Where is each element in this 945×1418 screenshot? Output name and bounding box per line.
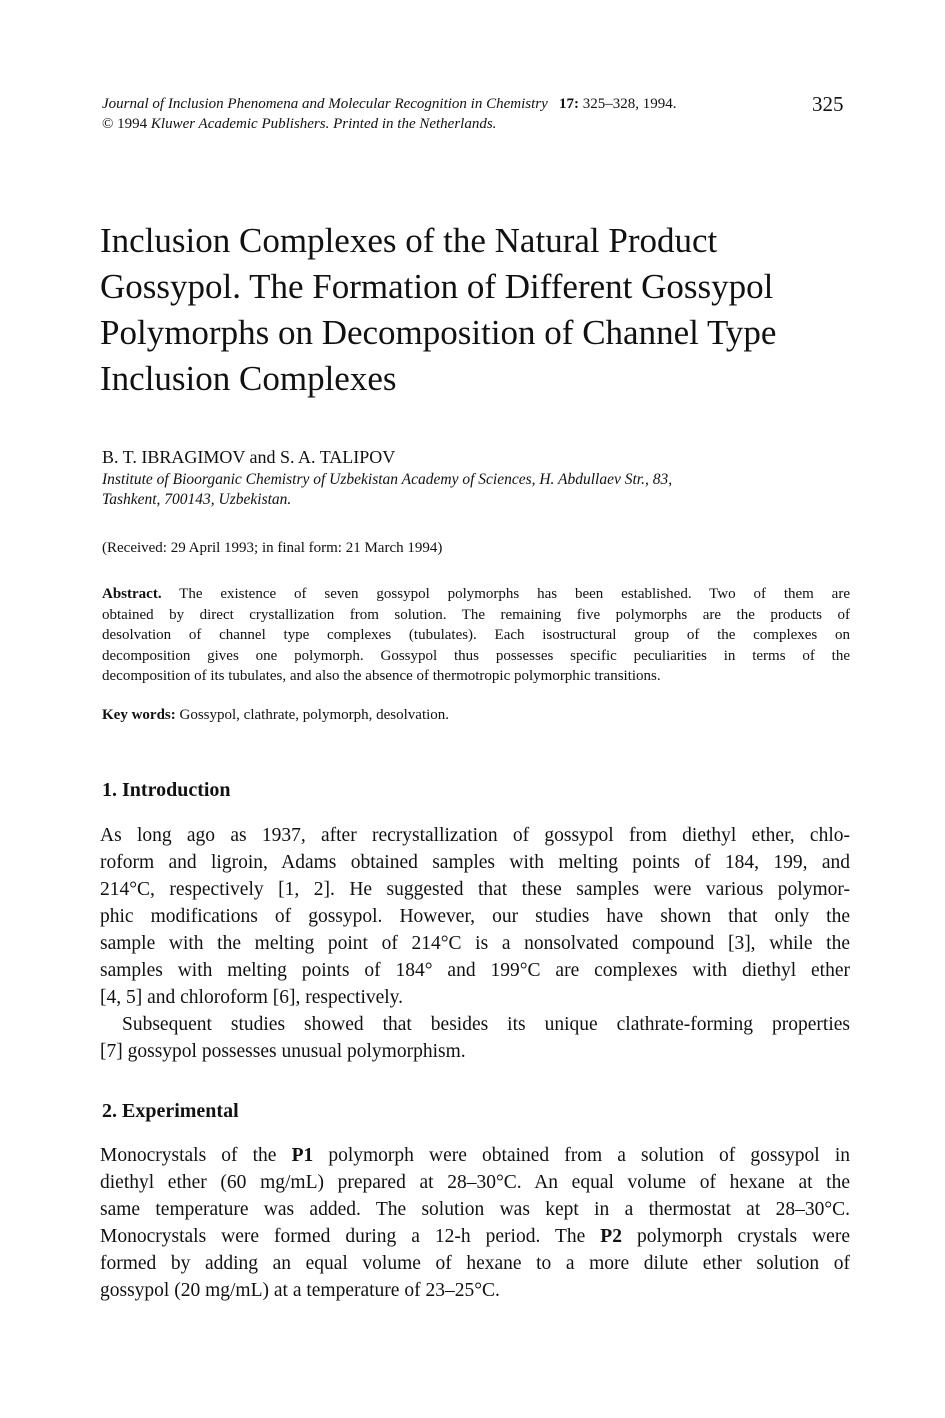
abstract-line: decomposition gives one polymorph. Gossypol thus possesses specific peculiarities in terms of the (102, 647, 850, 664)
section-heading-introduction: 1. Introduction (102, 779, 231, 801)
title-line: Gossypol. The Formation of Different Gossypol (100, 267, 774, 306)
polymorph-p2-label: P2 (600, 1226, 622, 1247)
title-line: Inclusion Complexes of the Natural Product (100, 221, 718, 260)
body-line: Subsequent studies showed that besides its unique clathrate-forming properties (122, 1014, 850, 1035)
affiliation-line: Institute of Bioorganic Chemistry of Uzbekistan Academy of Sciences, H. Abdullaev Str., 83, (102, 471, 673, 488)
publisher-text: Kluwer Academic Publishers. Printed in the Netherlands. (150, 116, 497, 132)
body-line: [7] gossypol possesses unusual polymorphism. (100, 1041, 466, 1062)
abstract-line: obtained by direct crystallization from solution. The remaining five polymorphs are the products of (102, 606, 850, 623)
journal-volume: 17: (559, 96, 580, 112)
section-heading-experimental: 2. Experimental (102, 1100, 239, 1122)
body-line (100, 1223, 850, 1250)
body-text: polymorph crystals were (621, 1226, 850, 1247)
abstract-label: Abstract. (102, 586, 162, 602)
copyright-text: © 1994 (102, 116, 151, 132)
introduction-text (100, 822, 850, 1065)
keywords (102, 707, 449, 724)
body-line: sample with the melting point of 214°C is a nonsolvated compound [3], while the (100, 933, 850, 954)
keywords-label: Key words: (102, 707, 176, 723)
body-line: formed by adding an equal volume of hexane to a more dilute ether solution of (100, 1253, 850, 1274)
body-line: diethyl ether (60 mg/mL) prepared at 28–30°C. An equal volume of hexane at the (100, 1172, 850, 1193)
body-line: roform and ligroin, Adams obtained samples with melting points of 184, 199, and (100, 852, 850, 873)
title-line: Inclusion Complexes (100, 359, 397, 398)
body-text: Monocrystals of the (100, 1145, 292, 1166)
received-dates: (Received: 29 April 1993; in final form: 21 March 1994) (102, 540, 443, 556)
body-line: same temperature was added. The solution was kept in a thermostat at 28–30°C. (100, 1199, 850, 1220)
paper-title (100, 218, 860, 402)
body-line: samples with melting points of 184° and 199°C are complexes with diethyl ether (100, 960, 850, 981)
body-text: polymorph were obtained from a solution of gossypol in (313, 1145, 850, 1166)
body-text: Monocrystals were formed during a 12-h period. The (100, 1226, 601, 1247)
body-line: As long ago as 1937, after recrystallization of gossypol from diethyl ether, chlo- (100, 825, 850, 846)
abstract-line: decomposition of its tubulates, and also the absence of thermotropic polymorphic transitions. (102, 668, 661, 685)
body-line: gossypol (20 mg/mL) at a temperature of 23–25°C. (100, 1280, 500, 1301)
abstract-line: desolvation of channel type complexes (tubulates). Each isostructural group of the complexes on (102, 627, 850, 644)
keywords-text: Gossypol, clathrate, polymorph, desolvation. (175, 707, 450, 723)
body-line (100, 1142, 850, 1169)
page-number: 325 (812, 92, 844, 116)
title-line: Polymorphs on Decomposition of Channel Type (100, 313, 777, 352)
experimental-text (100, 1142, 850, 1304)
journal-pages-year: 325–328, 1994. (579, 96, 677, 112)
abstract-line (102, 584, 850, 605)
authors: B. T. IBRAGIMOV and S. A. TALIPOV (102, 447, 396, 467)
journal-name: Journal of Inclusion Phenomena and Molecular Recognition in Chemistry (102, 96, 548, 112)
abstract (102, 584, 850, 687)
body-line: phic modifications of gossypol. However, our studies have shown that only the (100, 906, 850, 927)
journal-header (102, 94, 677, 134)
affiliation-line: Tashkent, 700143, Uzbekistan. (102, 491, 292, 508)
abstract-text: The existence of seven gossypol polymorphs has been established. Two of them are (161, 586, 850, 602)
polymorph-p1-label: P1 (291, 1145, 314, 1166)
body-line: [4, 5] and chloroform [6], respectively. (100, 987, 404, 1008)
body-line: 214°C, respectively [1, 2]. He suggested that these samples were various polymor- (100, 879, 850, 900)
affiliation (102, 470, 672, 510)
